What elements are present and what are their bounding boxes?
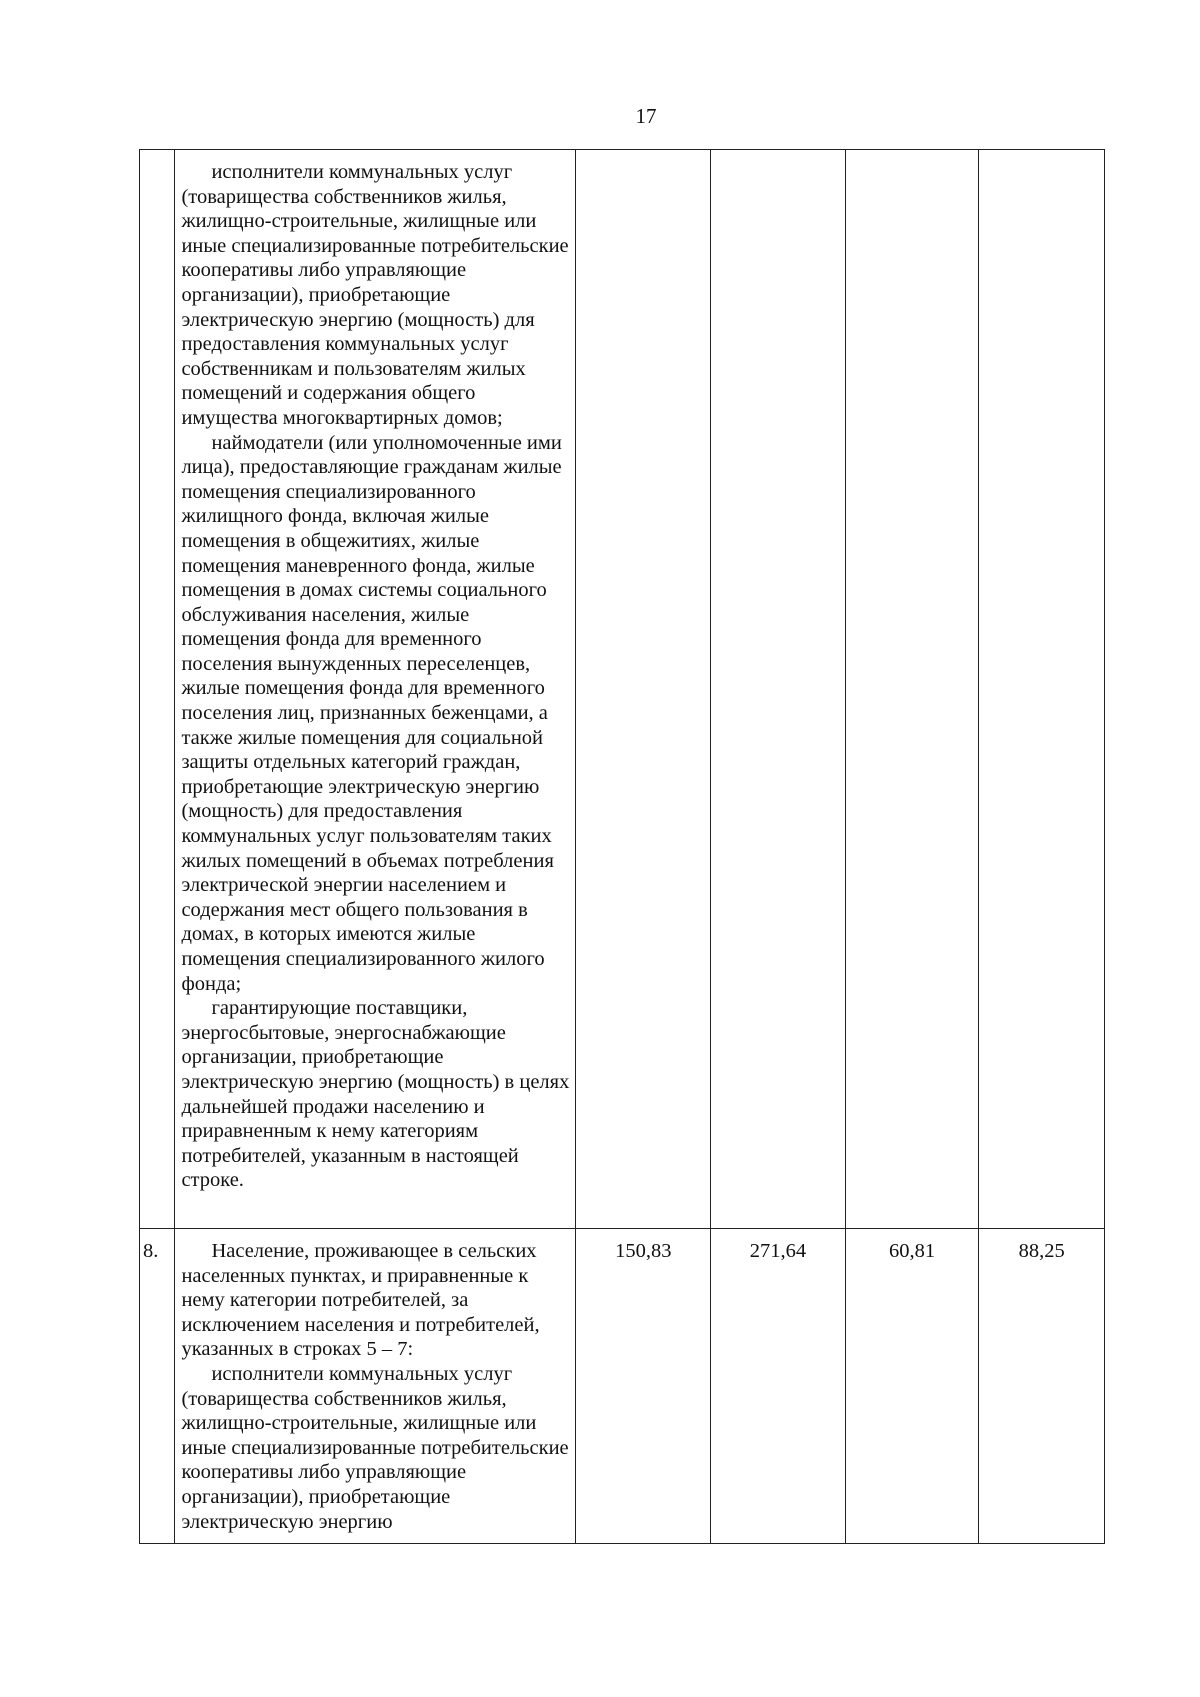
row-number-cell — [140, 150, 175, 1229]
value-cell: 271,64 — [711, 1229, 846, 1544]
tariff-table — [139, 149, 1105, 1544]
description-paragraph: наймодатели (или уполномоченные ими лица), предоставляющие гражданам жилые помещения специализированного жилищного фонда, включая жилые помещения в общежитиях, жилые помещения маневренного фонда, жилые помещения в домах системы социального обслуживания населения, жилые помещения фонда для временного поселения вынужденных переселенцев, жилые помещения фонда для временного поселения лиц, признанных беженцами, а также жилые помещения для социальной защиты отдельных категорий граждан, приобретающие электрическую энергию (мощность) для предоставления коммунальных услуг пользователям таких жилых помещений в объемах потребления электрической энергии населением и содержания мест общего пользования в домах, в которых имеются жилые помещения специализированного жилого фонда; — [181, 431, 562, 995]
value-cell — [845, 150, 979, 1229]
value-cell: 150,83 — [576, 1229, 711, 1544]
description-paragraph: гарантирующие поставщики, энергосбытовые, энергоснабжающие организации, приобретающие электрическую энергию (мощность) в целях дальнейшей продажи населению и приравненным к нему категориям потребителей, указанным в настоящей строке. — [181, 997, 570, 1192]
value-cell — [979, 150, 1105, 1229]
value-cell: 88,25 — [979, 1229, 1105, 1544]
row-description-cell — [175, 150, 576, 1229]
description-paragraph: исполнители коммунальных услуг (товарищества собственников жилья, жилищно-строительные, жилищные или иные специализированные потребительские кооперативы либо управляющие организации), приобретающие электрическую энергию — [181, 1362, 569, 1533]
table-row — [140, 150, 1105, 1229]
row-number-cell: 8. — [140, 1229, 175, 1544]
table-row — [140, 1229, 1105, 1544]
value-cell: 60,81 — [845, 1229, 979, 1544]
description-paragraph: исполнители коммунальных услуг (товарищества собственников жилья, жилищно-строительные, жилищные или иные специализированные потребительские кооперативы либо управляющие организации), приобретающие электрическую энергию (мощность) для предоставления коммунальных услуг собственникам и пользователям жилых помещений и содержания общего имущества многоквартирных домов; — [181, 161, 569, 429]
value-cell — [576, 150, 711, 1229]
row-description-cell — [175, 1229, 576, 1544]
page-number: 17 — [635, 104, 657, 128]
value-cell — [711, 150, 846, 1229]
description-paragraph: Население, проживающее в сельских населенных пунктах, и приравненные к нему категории потребителей, за исключением населения и потребителей, указанных в строках 5 – 7: — [181, 1240, 540, 1361]
